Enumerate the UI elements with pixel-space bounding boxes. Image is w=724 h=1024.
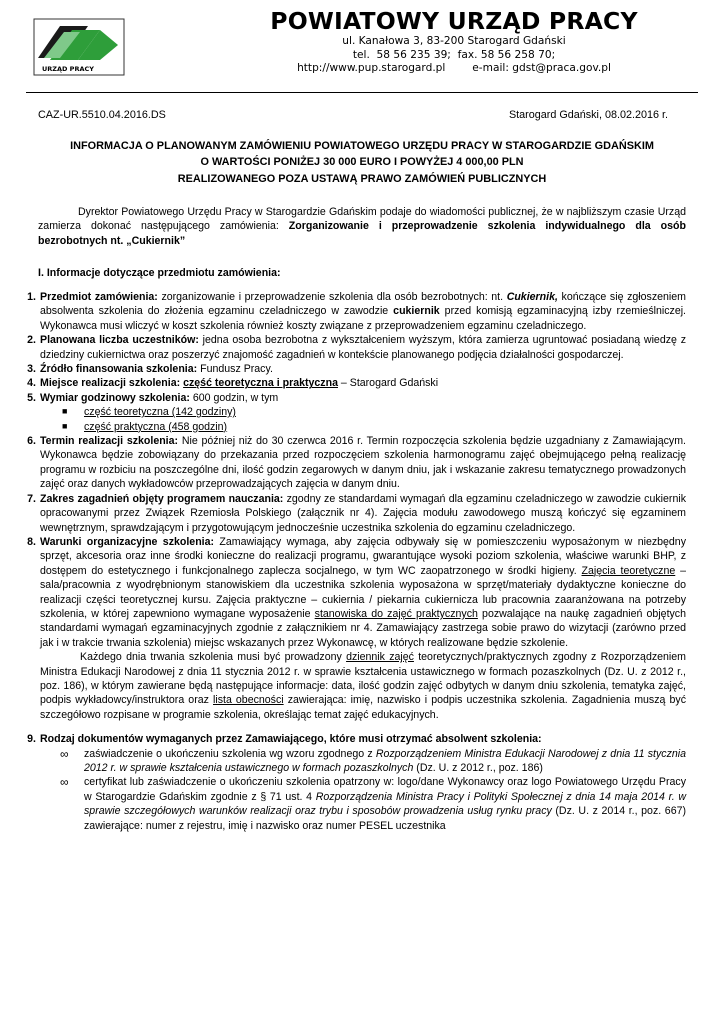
office-web-email: http://www.pup.starogard.pl e-mail: gdst@praca.gov.pl [297,62,611,75]
item-text: przed komisją egzaminacyjną izby rzemieślniczej. Wykonawca musi wliczyć w koszt szkolenia również koszty związane z przeprowadzeniem egzaminu czeladniczego. [40,305,687,332]
logo-text: URZĄD PRACY [42,65,94,73]
list-item-3 [27,362,686,376]
infinity-bullet-icon: ∞ [60,775,69,790]
sub-item-text: (Dz. U. z 2012 r., poz. 186) [413,762,543,774]
letterhead [200,8,708,76]
header-divider [26,92,698,93]
document-title [30,138,694,187]
item-label: Źródło finansowania szkolenia: [40,363,198,376]
item-text: – Starogard Gdański [337,377,439,390]
item-number: 3. [27,363,36,376]
item-number: 7. [27,492,36,505]
list-item-2 [27,333,686,362]
item-text: jedna osoba bezrobotna z wykształceniem wyższym, która zamierza ugruntować posiadaną wiedzę z dziedziny cukiernictwa oraz poszerzyć znajomość zagadnień w kontekście planowanego podjęcia działalności gospodarczej. [40,334,686,361]
sub-item-text: zaświadczenie o ukończeniu szkolenia wg wzoru zgodnego z [84,747,376,760]
sub-item-emphasis: Rozporządzenia Ministra Pracy i Polityki Społecznej z dnia 14 maja 2014 r. w sprawie szczegółowych warunków realizacji oraz trybu i sposobów prowadzenia usług rynku pracy [84,790,686,818]
item-paragraph [40,650,686,722]
sub-item-emphasis: Rozporządzeniem Ministra Edukacji Narodowej z dnia 11 stycznia 2012 r. w sprawie kształcenia ustawicznego w formach pozaszkolnych [84,747,686,774]
item-text: teoretycznych/praktycznych zgodny z Rozporządzeniem Ministra Edukacji Narodowej z dnia 11 stycznia 2012 r. w sprawie kształcenia ustawicznego w formach pozaszkolnych (Dz. U. z 2012 r., poz. 186), w którym zawierane będą następujące informacje: data, ilość godzin zajęć odbytych w danym dniu szkolenia, tematyka zajęć, podpis wykładowcy/instruktora oraz [40,651,686,707]
sub-item [40,405,686,419]
item-text: – sala/pracownia z wyodrębnionym stanowiskiem dla uczestnika szkolenia wyposażona w sprzęt/materiały dydaktyczne konieczne do realizacji części teoretycznej kursu. Zajęcia praktyczne – cukiernia / piekarnia cukiernicza lub pracownia zaaranżowana na potrzeby szkolenia, w której zapewniono wymagane wyposażenie [40,564,686,620]
item-number: 9. [27,733,36,746]
office-name: POWIATOWY URZĄD PRACY [270,7,638,35]
item-underlined: stanowiska do zajęć praktycznych [314,607,478,620]
sub-item [40,420,686,434]
item-text: zawierająca: imię, nazwisko i podpis uczestnika szkolenia. Zagadnienia muszą być szczegółowo rozpisane w programie szkolenia, określając temat zajęć edukacyjnych. [40,694,686,721]
item-underlined: lista obecności [213,694,284,707]
item-text: Zamawiający wymaga, aby zajęcia odbywały się w pomieszczeniu wyposażonym w niezbędny sprzęt, akcesoria oraz inne środki konieczne do realizacji programu, gwarantujące wysoki poziom szkolenia, właściwe warunki BHP, z dostępem do estetycznego i funkcjonalnego zaplecza socjalnego, w tym WC zaopatrzonego w środki higieny. [40,535,686,577]
list-item-6 [27,434,686,492]
item-label: Termin realizacji szkolenia: [40,435,179,448]
sub-item-text: część praktyczna (458 godzin) [84,420,228,433]
list-item-1 [27,290,687,333]
requirements-list [27,290,687,833]
item-number: 1. [27,291,36,303]
item-label: Warunki organizacyjne szkolenia: [40,535,215,548]
item-text: Każdego dnia trwania szkolenia musi być prowadzony [80,651,347,664]
sub-item-text: część teoretyczna (142 godziny) [84,406,236,419]
intro-paragraph [38,205,686,248]
title-line: REALIZOWANEGO POZA USTAWĄ PRAWO ZAMÓWIEŃ PUBLICZNYCH [177,172,547,185]
square-bullet-icon: ■ [62,406,68,417]
sub-item [40,775,686,833]
intro-subject: Zorganizowanie i przeprowadzenie szkolenia indywidualnego dla osób bezrobotnych nt. „Cukiernik” [38,220,686,247]
sub-item [40,747,686,776]
title-line: INFORMACJA O PLANOWANYM ZAMÓWIENIU POWIATOWEGO URZĘDU PRACY W STAROGARDZIE GDAŃSKIM [70,140,654,152]
list-item-4 [27,376,686,390]
item-label-underlined: część teoretyczna i praktyczna [183,377,338,390]
item-label: Planowana liczba uczestników: [40,334,199,347]
item-number: 4. [27,377,36,390]
item-text: pozwalające na naukę zagadnień objętych standardami wymagań egzaminacyjnych zgodnie z załącznikiem nr 4. Zamawiający zastrzega sobie prawo do wizytacji (zarówno przed jak i w trakcie trwania szkolenia) miejsc wskazanych przez Wykonawcę, w których realizowane będzie szkolenie. [40,607,686,649]
item-number: 6. [27,435,36,448]
sub-item-text: (Dz. U. z 2014 r., poz. 667) zawierające: numer z rejestru, imię i nazwisko oraz numer PESEL uczestnika [84,805,686,832]
pup-logo [30,16,128,78]
item-text: zgodny ze standardami wymagań dla egzaminu czeladniczego w zawodzie cukiernik opracowanymi przez Związek Rzemiosła Polskiego (załącznik nr 4). Zajęcia modułu zawodowego muszą kończyć się egzaminem wewnętrznym, sprawdzającym i przygotowującym jednocześnie uczestnika szkolenia do egzaminu czeladniczego. [40,492,686,534]
section-heading: I. Informacje dotyczące przedmiotu zamówienia: [38,267,281,279]
item-text: kończące się zgłoszeniem absolwenta szkolenia do złożenia egzaminu czeladniczego w zawodzie [40,291,686,318]
list-item-7 [27,492,686,535]
item-label: Przedmiot zamówienia: [40,291,158,303]
reference-number: CAZ-UR.5510.04.2016.DS [38,109,166,121]
title-line: O WARTOŚCI PONIŻEJ 30 000 EURO I POWYŻEJ 4 000,00 PLN [200,156,524,169]
intro-text: Dyrektor Powiatowego Urzędu Pracy w Starogardzie Gdańskim podaje do wiadomości publicznej, że w najbliższym czasie Urząd zamierza dokonać następującego zamówienia: [38,206,686,233]
item-emphasis: Cukiernik, [506,291,558,303]
sub-item-text: certyfikat lub zaświadczenie o ukończeniu szkolenia opatrzony w: logo/dane Wykonawcy oraz logo Powiatowego Urzędu Pracy w Starogardzie Gdańskim zgodnie z § 71 ust. 4 [84,776,686,803]
list-item-9 [27,732,686,833]
item-text: Fundusz Pracy. [197,363,273,376]
item-number: 8. [27,535,36,548]
item-label: Rodzaj dokumentów wymaganych przez Zamawiającego, które musi otrzymać absolwent szkolenia: [40,733,542,746]
list-item-8 [27,535,686,722]
item-label: Miejsce realizacji szkolenia: [40,377,184,390]
item-emphasis: cukiernik [393,305,440,318]
logo-graphic [30,16,128,78]
office-phone: tel. 58 56 235 39; fax. 58 56 258 70; [352,48,556,61]
item-text: 600 godzin, w tym [189,391,279,404]
item-number: 2. [27,334,36,347]
infinity-bullet-icon: ∞ [60,746,69,761]
item-label: Zakres zagadnień objęty programem nauczania: [40,492,284,505]
item-label: Wymiar godzinowy szkolenia: [40,391,190,404]
item-number: 5. [27,391,36,404]
item-text: zorganizowanie i przeprowadzenie szkolenia dla osób bezrobotnych: nt. [157,291,507,303]
item-text: Nie później niż do 30 czerwca 2016 r. Termin rozpoczęcia szkolenia będzie uzgadniany z Zamawiającym. Wykonawca będzie zobowiązany do przekazania przed rozpoczęciem szkolenia harmonogramu zajęć obejmującego pełną realizację programu w rozbiciu na poszczególne dni, ilość godzin zegarowych w danym dniu, jak i wskazanie zakresu tematycznego prowadzonych zajęć oraz danych wykładowców przeprowadzających zajęcia w danym dniu. [40,435,686,491]
square-bullet-icon: ■ [62,420,68,431]
office-address: ul. Kanałowa 3, 83-200 Starogard Gdański [342,35,566,48]
item-underlined: Zajęcia teoretyczne [581,564,676,577]
item-underlined: dziennik zajęć [346,651,414,664]
list-item-5 [27,391,686,434]
document-date: Starogard Gdański, 08.02.2016 r. [508,109,668,121]
